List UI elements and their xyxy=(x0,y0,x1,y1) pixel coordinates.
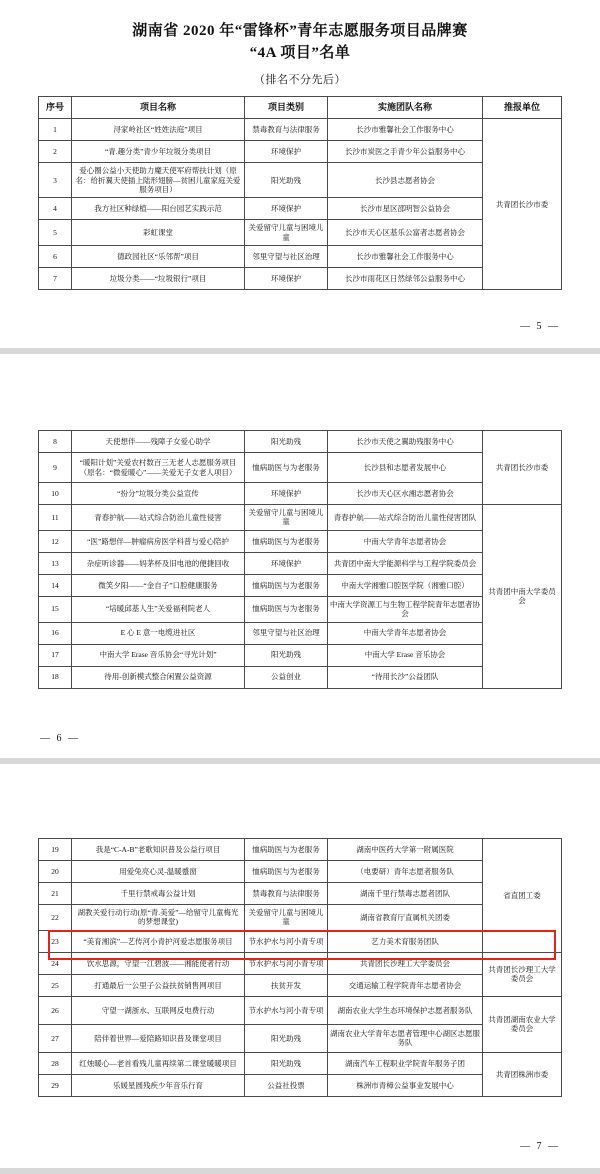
cell-team: 湖南农业大学生态环境保护志愿者服务队 xyxy=(328,996,483,1024)
cell-project-name: “美育湘滨”—艺传河小青护河爱志愿服务项目 xyxy=(72,930,245,952)
cell-team: 长沙县和志愿者发展中心 xyxy=(328,453,483,483)
cell-team: 湖南汽车工程职业学院青年服务子团 xyxy=(328,1052,483,1074)
cell-no: 7 xyxy=(39,268,72,290)
cell-team: 湖南农业大学青年志愿者管理中心湖区志愿服务队 xyxy=(328,1024,483,1052)
col-header-recommender: 推报单位 xyxy=(483,97,562,119)
cell-team: 共青团中南大学能源科学与工程学院委员会 xyxy=(328,552,483,574)
cell-category: 恤病助医与为老服务 xyxy=(245,839,328,861)
cell-team: 交通运输工程学院青年志愿者协会 xyxy=(328,974,483,996)
cell-category: 恤病助医与为老服务 xyxy=(245,861,328,883)
cell-category: 关爱留守儿童与困境儿童 xyxy=(245,505,328,531)
document-page-3 xyxy=(0,764,600,1168)
cell-category: 阳光助残 xyxy=(245,1052,328,1074)
cell-category: 环境保护 xyxy=(245,268,328,290)
col-header-category: 项目类别 xyxy=(245,97,328,119)
cell-recommender: 共青团长沙理工大学委员会 xyxy=(483,952,562,996)
cell-no: 1 xyxy=(39,119,72,141)
cell-recommender: 共青团湖南农业大学委员会 xyxy=(483,996,562,1052)
cell-no: 12 xyxy=(39,530,72,552)
cell-category: 恤病助医与为老服务 xyxy=(245,574,328,596)
cell-team: 中南大学 Erase 音乐协会 xyxy=(328,644,483,666)
cell-category: 关爱留守儿童与困境儿童 xyxy=(245,220,328,246)
cell-project-name: “培暖邱基人生”关爱福利院老人 xyxy=(72,596,245,622)
project-table-1 xyxy=(38,96,562,290)
cell-project-name: 垃圾分类——“垃圾银行”项目 xyxy=(72,268,245,290)
cell-project-name: 爱心圈公益小天使助力魔天使军府帮扶计划（原名：给折翼天使插上陆形翅膀—贫困儿童家庭关爱服务项目） xyxy=(72,163,245,198)
cell-project-name: “青.趣分类”青少年垃圾分类项目 xyxy=(72,141,245,163)
table-wrapper-3 xyxy=(24,838,576,1097)
cell-category: 邻里守望与社区治理 xyxy=(245,246,328,268)
cell-project-name: “扮分”垃圾分类公益宣传 xyxy=(72,483,245,505)
title-line-1: 湖南省 2020 年“雷锋杯”青年志愿服务项目品牌赛 xyxy=(132,23,468,39)
cell-no: 25 xyxy=(39,974,72,996)
cell-category: 扶贫开发 xyxy=(245,974,328,996)
cell-no: 28 xyxy=(39,1052,72,1074)
cell-no: 11 xyxy=(39,505,72,531)
cell-project-name: 彩虹课堂 xyxy=(72,220,245,246)
cell-category: 关爱留守儿童与困境儿童 xyxy=(245,905,328,931)
cell-no: 20 xyxy=(39,861,72,883)
cell-no: 5 xyxy=(39,220,72,246)
table-wrapper-2 xyxy=(24,430,576,689)
cell-no: 9 xyxy=(39,453,72,483)
cell-team: 长沙县志愿者协会 xyxy=(328,163,483,198)
cell-team: 青春护航——站式综合防治儿童性侵害团队 xyxy=(328,505,483,531)
cell-team: 长沙市星区邵明智公益协会 xyxy=(328,198,483,220)
cell-no: 4 xyxy=(39,198,72,220)
table-row xyxy=(39,996,562,1024)
cell-project-name: 饮水思源，守望一江碧波——湘能使者行动 xyxy=(72,952,245,974)
cell-category: 公益创业 xyxy=(245,666,328,688)
cell-category: 恤病助医与为老服务 xyxy=(245,530,328,552)
cell-no: 23 xyxy=(39,930,72,952)
document-page-1 xyxy=(0,0,600,348)
cell-team: 中南大学湘雅口腔医学院（湘雅口腔） xyxy=(328,574,483,596)
cell-project-name: 乐媛星圆残疾少年音乐行育 xyxy=(72,1074,245,1096)
cell-team: （电要研）青年志愿者服务队 xyxy=(328,861,483,883)
cell-no: 19 xyxy=(39,839,72,861)
table-header-row xyxy=(39,97,562,119)
cell-team: 艺力美术育服务团队 xyxy=(328,930,483,952)
cell-category: 阳光助残 xyxy=(245,1024,328,1052)
cell-recommender: 共青团长沙市委 xyxy=(483,119,562,290)
cell-team: 中南大学青年志愿者协会 xyxy=(328,622,483,644)
cell-project-name: 千里行禁戒毒公益计划 xyxy=(72,883,245,905)
page-number: — 5 — xyxy=(520,321,560,332)
cell-no: 18 xyxy=(39,666,72,688)
cell-no: 26 xyxy=(39,996,72,1024)
cell-category: 节水护水与河小青专项 xyxy=(245,930,328,952)
page-number: — 6 — xyxy=(40,733,80,744)
cell-category: 环境保护 xyxy=(245,198,328,220)
cell-project-name: “医”路想伴—肿瘤病房医学科普与爱心陪护 xyxy=(72,530,245,552)
cell-project-name: 陪伴着世界—爱陪路知识普及课堂项目 xyxy=(72,1024,245,1052)
cell-category: 环境保护 xyxy=(245,483,328,505)
cell-no: 16 xyxy=(39,622,72,644)
cell-team: 株洲市青樟公益事业发展中心 xyxy=(328,1074,483,1096)
cell-recommender: 省直团工委 xyxy=(483,839,562,953)
cell-project-name: 用爱兔亮心灵-温暖蹙窗 xyxy=(72,861,245,883)
cell-team: 长沙市炭医之手青少年公益服务中心 xyxy=(328,141,483,163)
cell-category: 阳光助残 xyxy=(245,163,328,198)
cell-team: 中南大学资源工与生物工程学院青年志愿者协会 xyxy=(328,596,483,622)
title-line-2: “4A 项目”名单 xyxy=(249,45,351,61)
cell-no: 27 xyxy=(39,1024,72,1052)
cell-no: 22 xyxy=(39,905,72,931)
table-row xyxy=(39,839,562,861)
cell-no: 2 xyxy=(39,141,72,163)
cell-project-name: 我方社区种绿植——阳台园艺实践示范 xyxy=(72,198,245,220)
cell-no: 21 xyxy=(39,883,72,905)
cell-no: 17 xyxy=(39,644,72,666)
cell-no: 15 xyxy=(39,596,72,622)
cell-recommender: 共青团株洲市委 xyxy=(483,1052,562,1096)
cell-team: 长沙市雅馨社会工作服务中心 xyxy=(328,119,483,141)
cell-team: 湖南千里行禁毒志愿者团队 xyxy=(328,883,483,905)
cell-category: 恤病助医与为老服务 xyxy=(245,453,328,483)
cell-team: 长沙市雅馨社会工作服务中心 xyxy=(328,246,483,268)
col-header-project-name: 项目名称 xyxy=(72,97,245,119)
cell-project-name: 青春护航——站式综合防治儿童性侵害 xyxy=(72,505,245,531)
cell-project-name: 天使想伴——残障子女爱心助学 xyxy=(72,431,245,453)
cell-team: 共青团长沙理工大学委员会 xyxy=(328,952,483,974)
cell-team: “待用长沙”公益团队 xyxy=(328,666,483,688)
cell-project-name: 湖教关爱行动行动(原“青.美爱”—给留守儿童梅光的梦想课堂) xyxy=(72,905,245,931)
table-row xyxy=(39,1052,562,1074)
project-table-2 xyxy=(38,430,562,689)
cell-no: 13 xyxy=(39,552,72,574)
cell-team: 长沙市天心区水湘志愿者协会 xyxy=(328,483,483,505)
cell-category: 恤病助医与为老服务 xyxy=(245,596,328,622)
cell-category: 节水护水与河小青专项 xyxy=(245,952,328,974)
cell-project-name: 我是“C-A-B”老歌知识普及公益行项目 xyxy=(72,839,245,861)
cell-category: 环境保护 xyxy=(245,141,328,163)
project-table-3 xyxy=(38,838,562,1097)
cell-team: 长沙市天使之翼助残服务中心 xyxy=(328,431,483,453)
cell-project-name: 中南大学 Erase 音乐协会“寻光计划” xyxy=(72,644,245,666)
cell-team: 中南大学青年志愿者协会 xyxy=(328,530,483,552)
cell-category: 禁毒教育与法律服务 xyxy=(245,119,328,141)
cell-category: 阳光助残 xyxy=(245,644,328,666)
cell-no: 14 xyxy=(39,574,72,596)
page-title xyxy=(24,20,576,64)
table-wrapper-1 xyxy=(24,96,576,290)
cell-category: 邻里守望与社区治理 xyxy=(245,622,328,644)
title-subtitle: （排名不分先后） xyxy=(254,74,346,86)
col-header-no: 序号 xyxy=(39,97,72,119)
cell-project-name: 德政园社区“乐邻帮”项目 xyxy=(72,246,245,268)
document-page-2 xyxy=(0,354,600,758)
cell-recommender: 共青团中南大学委员会 xyxy=(483,505,562,689)
cell-team: 湖南中医药大学第一附属医院 xyxy=(328,839,483,861)
cell-project-name: 微笑夕阳——“金自子”口腔健康服务 xyxy=(72,574,245,596)
cell-no: 8 xyxy=(39,431,72,453)
cell-category: 禁毒教育与法律服务 xyxy=(245,883,328,905)
cell-no: 3 xyxy=(39,163,72,198)
page-number: — 7 — xyxy=(520,1141,560,1152)
cell-project-name: 守望一湖浙水、互联网反电费行动 xyxy=(72,996,245,1024)
cell-project-name: 杂症听诊器——妈茅杯及旧电池的便捷回收 xyxy=(72,552,245,574)
cell-team: 长沙市天心区基乐公富者志愿者协会 xyxy=(328,220,483,246)
cell-team: 长沙市雨花区日然绿邻公益服务中心 xyxy=(328,268,483,290)
cell-no: 24 xyxy=(39,952,72,974)
cell-recommender: 共青团长沙市委 xyxy=(483,431,562,505)
col-header-team: 实施团队名称 xyxy=(328,97,483,119)
cell-project-name: 红烛暖心—老首看残儿童再续第二课堂暖暖项目 xyxy=(72,1052,245,1074)
cell-project-name: 待用-创新模式整合闲置公益资源 xyxy=(72,666,245,688)
cell-category: 节水护水与河小青专项 xyxy=(245,996,328,1024)
table-row xyxy=(39,119,562,141)
table-row xyxy=(39,952,562,974)
cell-no: 6 xyxy=(39,246,72,268)
cell-project-name: “暖阳计划”关爱农村数百三无老人志愿服务项目（原名：“微爱暖心”——关爱无子女老人项目） xyxy=(72,453,245,483)
cell-category: 环境保护 xyxy=(245,552,328,574)
cell-project-name: E 心 E 意一电缆进社区 xyxy=(72,622,245,644)
table-row xyxy=(39,505,562,531)
cell-category: 阳光助残 xyxy=(245,431,328,453)
cell-project-name: 打通最后一公里子公益扶贫销售网项目 xyxy=(72,974,245,996)
cell-no: 10 xyxy=(39,483,72,505)
cell-no: 29 xyxy=(39,1074,72,1096)
cell-project-name: 浔家岭社区“姓姓法庭”项目 xyxy=(72,119,245,141)
table-row xyxy=(39,431,562,453)
cell-category: 公益社投票 xyxy=(245,1074,328,1096)
cell-team: 湖南省教育厅直属机关团委 xyxy=(328,905,483,931)
